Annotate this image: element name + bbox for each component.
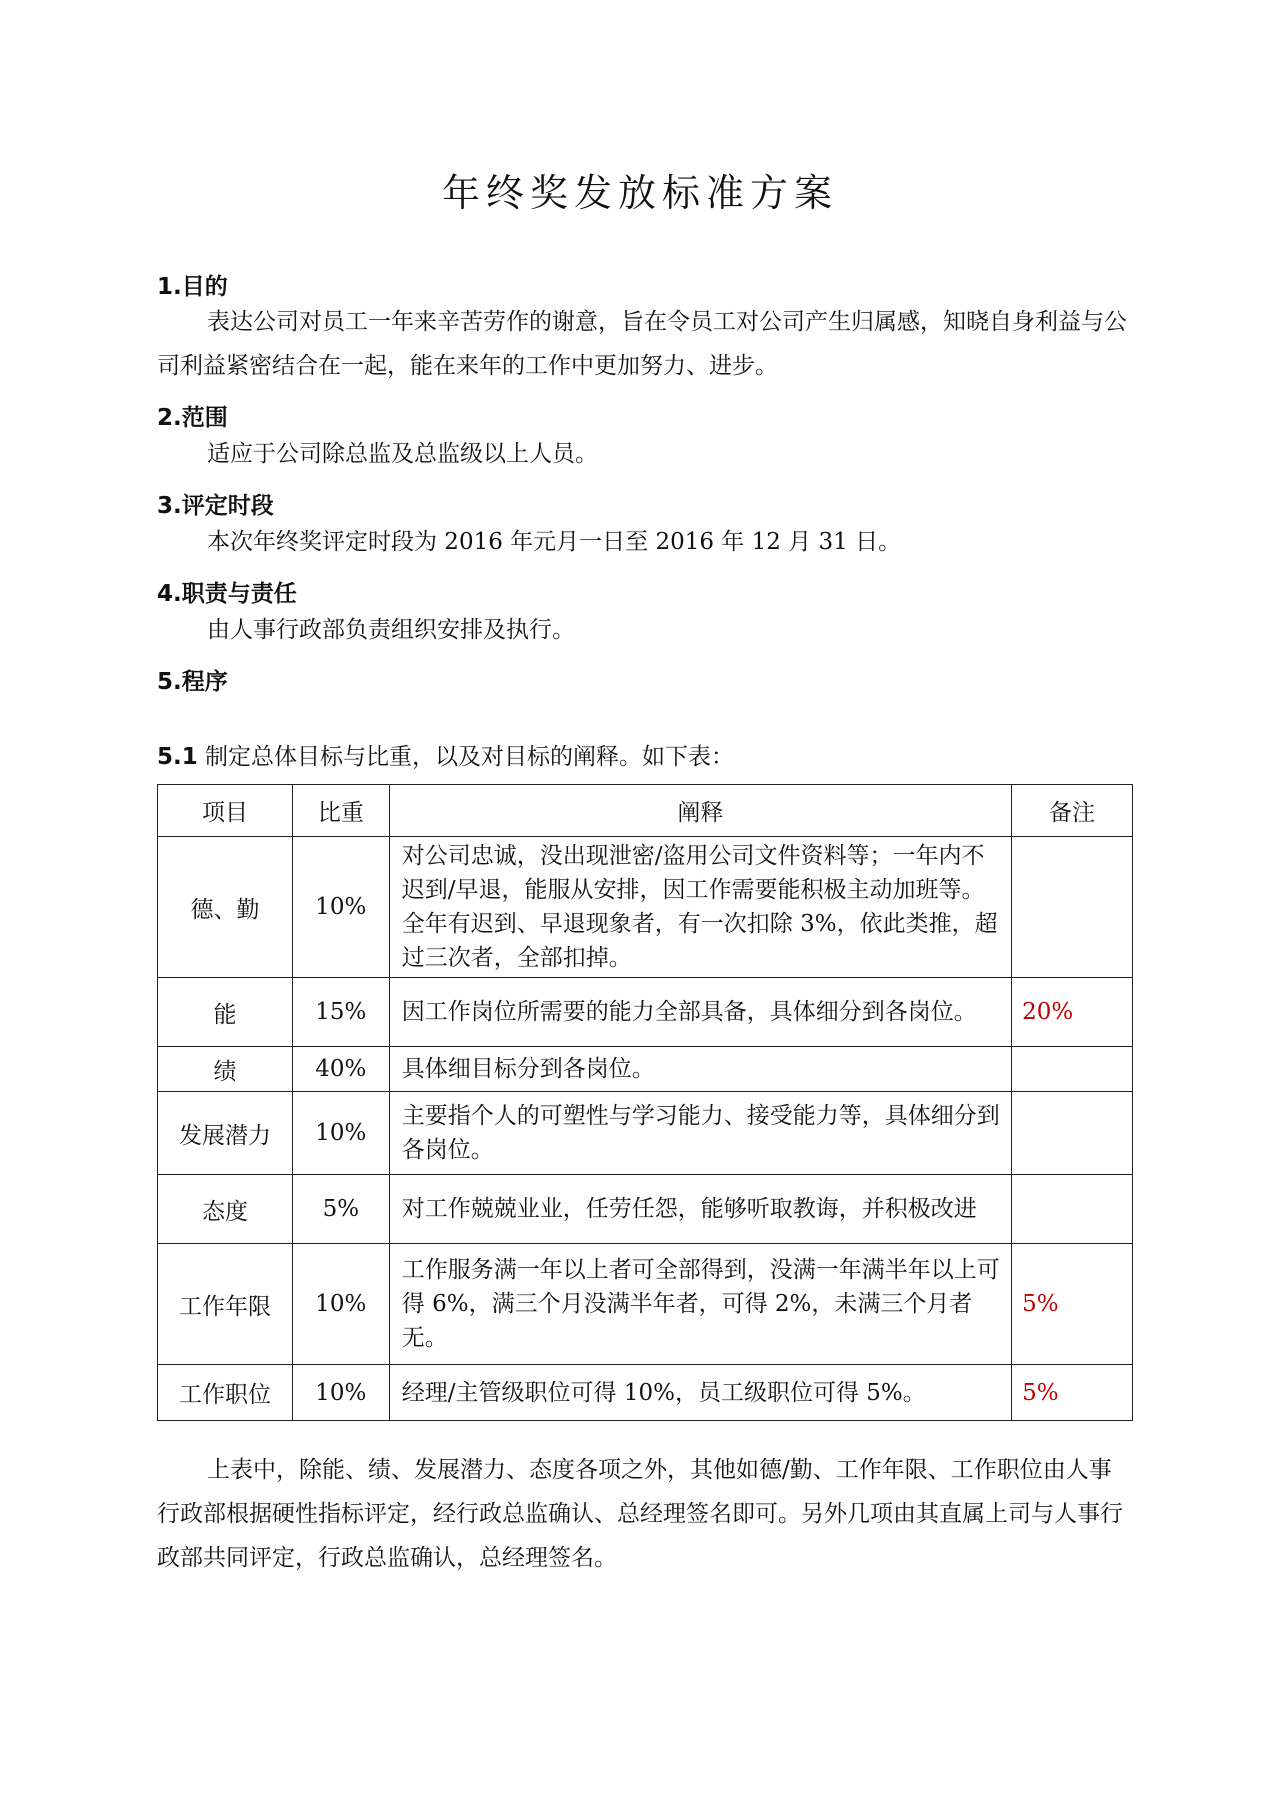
cell-item: 工作年限 xyxy=(158,1244,293,1365)
section-heading-responsibility: 4.职责与责任 xyxy=(157,581,297,607)
cell-weight: 5% xyxy=(292,1175,389,1244)
table-row xyxy=(158,837,1133,978)
table-row xyxy=(158,1365,1133,1421)
cell-note xyxy=(1012,1092,1133,1175)
table-row xyxy=(158,1047,1133,1092)
cell-weight: 10% xyxy=(292,1244,389,1365)
section-heading-scope: 2.范围 xyxy=(157,405,228,431)
header-weight: 比重 xyxy=(292,785,389,837)
cell-description: 具体细目标分到各岗位。 xyxy=(389,1047,1011,1092)
cell-item: 发展潜力 xyxy=(158,1092,293,1175)
table-row xyxy=(158,1092,1133,1175)
section-text-responsibility: 由人事行政部负责组织安排及执行。 xyxy=(207,617,575,643)
section-text-purpose: 表达公司对员工一年来辛苦劳作的谢意，旨在令员工对公司产生归属感，知晓自身利益与公司利益紧密结合在一起，能在来年的工作中更加努力、进步。 xyxy=(157,309,1127,379)
cell-item: 绩 xyxy=(158,1047,293,1092)
cell-item: 工作职位 xyxy=(158,1365,293,1421)
subsection-5-1 xyxy=(157,738,734,771)
cell-item: 德、勤 xyxy=(158,837,293,978)
table-row xyxy=(158,978,1133,1047)
cell-weight: 10% xyxy=(292,1092,389,1175)
header-note: 备注 xyxy=(1012,785,1133,837)
section-heading-procedure: 5.程序 xyxy=(157,669,228,695)
cell-weight: 15% xyxy=(292,978,389,1047)
section-text-scope: 适应于公司除总监及总监级以上人员。 xyxy=(207,441,598,467)
closing-paragraph: 上表中，除能、绩、发展潜力、态度各项之外，其他如德/勤、工作年限、工作职位由人事行政部根据硬性指标评定，经行政总监确认、总经理签名即可。另外几项由其直属上司与人事行政部共同评定，行政总监确认，总经理签名。 xyxy=(157,1457,1123,1571)
header-description: 阐释 xyxy=(389,785,1011,837)
score-table xyxy=(157,784,1133,1421)
cell-description: 经理/主管级职位可得 10%，员工级职位可得 5%。 xyxy=(389,1365,1011,1421)
cell-description: 对工作兢兢业业，任劳任怨，能够听取教诲，并积极改进 xyxy=(389,1175,1011,1244)
section-heading-purpose: 1.目的 xyxy=(157,274,228,300)
cell-item: 能 xyxy=(158,978,293,1047)
cell-item: 态度 xyxy=(158,1175,293,1244)
section-text-period: 本次年终奖评定时段为 2016 年元月一日至 2016 年 12 月 31 日。 xyxy=(207,529,902,555)
subsection-number: 5.1 xyxy=(157,744,198,770)
cell-note xyxy=(1012,1175,1133,1244)
table-header-row xyxy=(158,785,1133,837)
section-heading-period: 3.评定时段 xyxy=(157,493,274,519)
cell-description: 主要指个人的可塑性与学习能力、接受能力等，具体细分到各岗位。 xyxy=(389,1092,1011,1175)
cell-note xyxy=(1012,837,1133,978)
cell-weight: 10% xyxy=(292,1365,389,1421)
cell-description: 工作服务满一年以上者可全部得到，没满一年满半年以上可得 6%，满三个月没满半年者，可得 2%，未满三个月者无。 xyxy=(389,1244,1011,1365)
cell-note: 5% xyxy=(1012,1244,1133,1365)
cell-description: 因工作岗位所需要的能力全部具备，具体细分到各岗位。 xyxy=(389,978,1011,1047)
cell-note: 5% xyxy=(1012,1365,1133,1421)
cell-note: 20% xyxy=(1012,978,1133,1047)
table-row xyxy=(158,1244,1133,1365)
subsection-text: 制定总体目标与比重，以及对目标的阐释。如下表： xyxy=(197,744,735,770)
document-title: 年终奖发放标准方案 xyxy=(441,171,838,215)
cell-note xyxy=(1012,1047,1133,1092)
header-item: 项目 xyxy=(158,785,293,837)
cell-description: 对公司忠诚，没出现泄密/盗用公司文件资料等；一年内不迟到/早退，能服从安排，因工作需要能积极主动加班等。全年有迟到、早退现象者，有一次扣除 3%，依此类推，超过三次者，全部扣掉。 xyxy=(389,837,1011,978)
cell-weight: 10% xyxy=(292,837,389,978)
table-row xyxy=(158,1175,1133,1244)
cell-weight: 40% xyxy=(292,1047,389,1092)
